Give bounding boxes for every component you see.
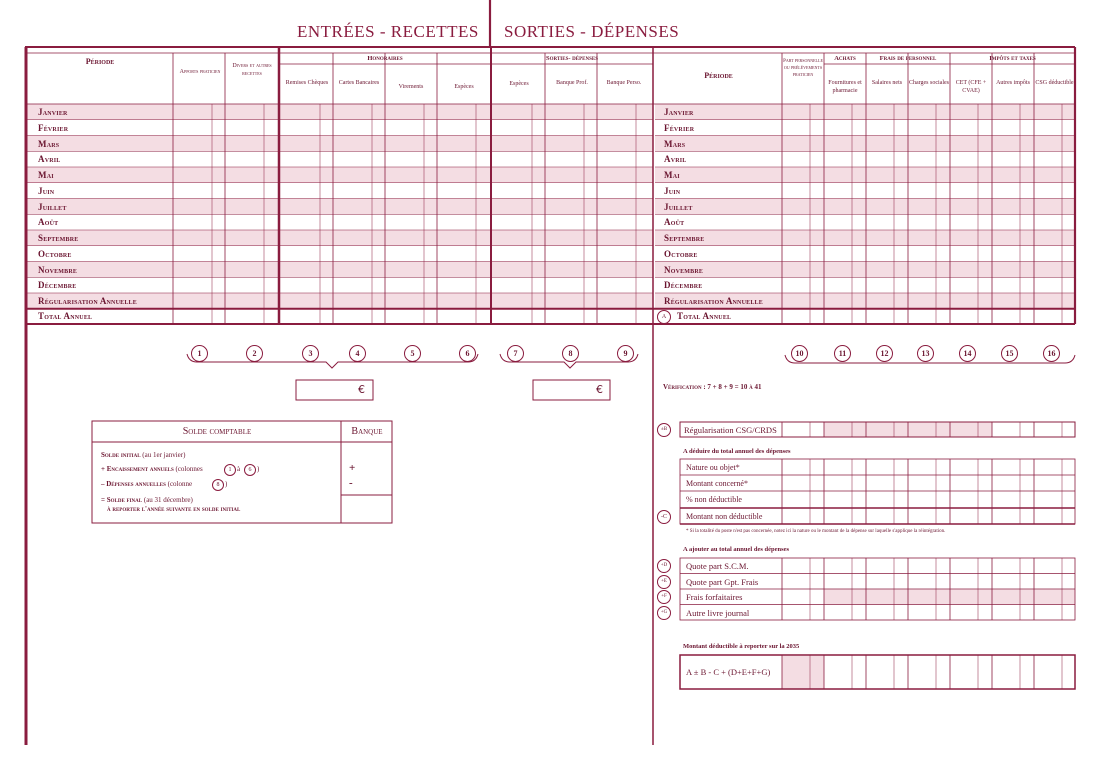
pct-label: % non déductible (686, 495, 742, 504)
solde-final-note: (au 31 décembre) (143, 496, 193, 504)
month-label-left: Régularisation Annuelle (38, 296, 137, 306)
deduire-title: A déduire du total annuel des dépenses (683, 448, 791, 455)
s-especes-header: Espèces (509, 81, 529, 87)
left-total-label: Total Annuel (38, 311, 93, 321)
honoraires-header: Honoraires (367, 55, 403, 62)
right-total-label: Total Annuel (677, 311, 732, 321)
shade-row-left (27, 104, 653, 120)
shade-row-right (655, 262, 1075, 278)
remises-header: Remises Chèques (285, 80, 329, 86)
column-number-1: 1 (191, 345, 208, 362)
month-label-left: Août (38, 217, 59, 228)
month-label-left: Septembre (38, 233, 79, 243)
banque-minus: - (349, 477, 353, 489)
shade-row-left (27, 230, 653, 246)
column-number-16: 16 (1043, 345, 1060, 362)
solde-header: Solde comptable (182, 426, 252, 437)
solde-close-1: ) (257, 465, 260, 473)
month-label-left: Février (38, 122, 69, 133)
salaires-header: Salaires nets (871, 80, 903, 86)
deduire-note: * Si la totalité du poste n'est pas concernée, notez ici la nature ou le montant de la dépense sur laquelle s'applique la réintégration. (686, 529, 946, 534)
ajouter-row-label: Quote part S.C.M. (686, 561, 749, 571)
column-number-15: 15 (1001, 345, 1018, 362)
solde-col-6: 6 (244, 464, 256, 476)
marker-e: +E (657, 575, 671, 589)
ajouter-row-label: Frais forfaitaires (686, 592, 743, 602)
month-label-right: Juin (664, 185, 681, 196)
shade-frais (824, 590, 1075, 605)
shade-row-left (27, 199, 653, 215)
solde-initial-note: (au 1er janvier) (142, 451, 186, 459)
bracket (187, 354, 478, 368)
solde-final-label: = Solde final (101, 496, 143, 504)
depenses-label: – Dépenses annuelles (101, 480, 166, 488)
impots-header: Impôts et taxes (989, 55, 1036, 62)
report-formula: A ± B - C + (D+E+F+G) (686, 667, 771, 677)
autres-impots-header: Autres impôts (996, 80, 1030, 86)
marker-g: +G (657, 606, 671, 620)
column-number-6: 6 (459, 345, 476, 362)
left-periode-header: Période (85, 57, 115, 66)
month-label-left: Janvier (38, 107, 68, 117)
frais-personnel-header: Frais de personnel (879, 55, 937, 62)
column-number-2: 2 (246, 345, 263, 362)
ajouter-row-label: Quote part Gpt. Frais (686, 576, 759, 587)
montant-label: Montant concerné* (686, 479, 748, 488)
shade-row-right (655, 136, 1075, 152)
non-ded-label: Montant non déductible (686, 512, 763, 521)
shade-row-left (27, 167, 653, 183)
solde-initial-label: Solde initial (101, 451, 141, 459)
shade-report (782, 656, 824, 689)
virements-header: Virements (398, 84, 424, 90)
right-periode-header: Période (704, 71, 733, 80)
title-entrees: ENTRÉES - RECETTES (297, 22, 479, 41)
sorties-header: Sorties- dépenses (546, 55, 598, 62)
column-number-4: 4 (349, 345, 366, 362)
month-label-right: Décembre (664, 280, 703, 291)
column-number-5: 5 (404, 345, 421, 362)
fournitures-header: Fournitures et pharmacie (828, 80, 862, 94)
marker-a: A (657, 310, 671, 324)
month-label-right: Janvier (664, 107, 694, 117)
nature-label: Nature ou objet* (686, 463, 740, 472)
column-number-8: 8 (562, 345, 579, 362)
divers-header: Divers et autres recettes (232, 63, 272, 77)
marker-d: +D (657, 559, 671, 573)
month-label-right: Août (664, 217, 685, 228)
shade-row-right (655, 199, 1075, 215)
solde-col-8: 8 (212, 479, 224, 491)
column-number-12: 12 (876, 345, 893, 362)
charges-header: Charges sociales (908, 80, 950, 86)
month-label-left: Octobre (38, 248, 72, 259)
month-label-right: Avril (664, 154, 687, 165)
banque-plus: + (349, 462, 356, 474)
shade-row-right (655, 104, 1075, 120)
regul-label: Régularisation CSG/CRDS (684, 425, 777, 435)
banque-perso-header: Banque Perso. (606, 80, 642, 86)
month-label-left: Novembre (38, 264, 78, 275)
euro-box-depenses-symbol: € (596, 383, 603, 396)
shade-row-right (655, 167, 1075, 183)
column-number-14: 14 (959, 345, 976, 362)
month-label-left: Mars (38, 138, 60, 149)
ajouter-row-label: Autre livre journal (686, 607, 750, 618)
month-label-left: Juin (38, 185, 55, 196)
colonne-pre: (colonne (167, 480, 193, 488)
marker-f: +F (657, 590, 671, 604)
achats-header: Achats (834, 55, 856, 62)
column-number-13: 13 (917, 345, 934, 362)
column-number-3: 3 (302, 345, 319, 362)
shade-row-left (27, 136, 653, 152)
euro-box-recettes-symbol: € (358, 383, 365, 396)
banque-prof-header: Banque Prof. (556, 80, 588, 86)
solde-col-a: à (237, 465, 241, 473)
month-label-right: Mai (664, 170, 680, 180)
month-label-right: Octobre (664, 248, 698, 259)
column-number-10: 10 (791, 345, 808, 362)
column-number-7: 7 (507, 345, 524, 362)
banque-header: Banque (351, 426, 383, 437)
apports-header: Apports praticien (179, 69, 221, 75)
title-sorties: SORTIES - DÉPENSES (504, 22, 680, 41)
marker-b: ±B (657, 423, 671, 437)
column-number-11: 11 (834, 345, 851, 362)
month-label-right: Février (664, 122, 695, 133)
month-label-left: Juillet (38, 201, 67, 212)
month-label-right: Septembre (664, 233, 705, 243)
ajouter-title: A ajouter au total annuel des dépenses (683, 546, 790, 553)
shade-row-left (27, 262, 653, 278)
column-number-9: 9 (617, 345, 634, 362)
month-label-right: Mars (664, 138, 686, 149)
solde-close-2: ) (225, 480, 228, 488)
cet-header: CET (CFE + CVAE) (955, 80, 987, 94)
month-label-right: Régularisation Annuelle (664, 296, 763, 306)
month-label-right: Novembre (664, 264, 704, 275)
month-label-left: Mai (38, 170, 54, 180)
reporter-label: à reporter l'année suivante en solde initial (107, 505, 241, 513)
part-perso-header: Part personnelle ou prélèvements praticien (783, 59, 823, 78)
month-label-left: Décembre (38, 280, 77, 291)
solde-col-1: 1 (224, 464, 236, 476)
colonnes-pre: (colonnes (175, 465, 203, 473)
cartes-header: Cartes Bancaires (338, 80, 380, 86)
shade-row-right (655, 230, 1075, 246)
marker-c: -C (657, 510, 671, 524)
report-title: Montant déductible à reporter sur la 2035 (683, 643, 800, 650)
encaissement-label: + Encaissement annuels (101, 465, 174, 473)
month-label-left: Avril (38, 154, 61, 165)
csg-header: CSG déductible (1035, 80, 1074, 86)
month-label-right: Juillet (664, 201, 693, 212)
verification-text: Vérification : 7 + 8 + 9 = 10 à 41 (663, 383, 762, 391)
especes-header: Espèces (454, 84, 474, 90)
